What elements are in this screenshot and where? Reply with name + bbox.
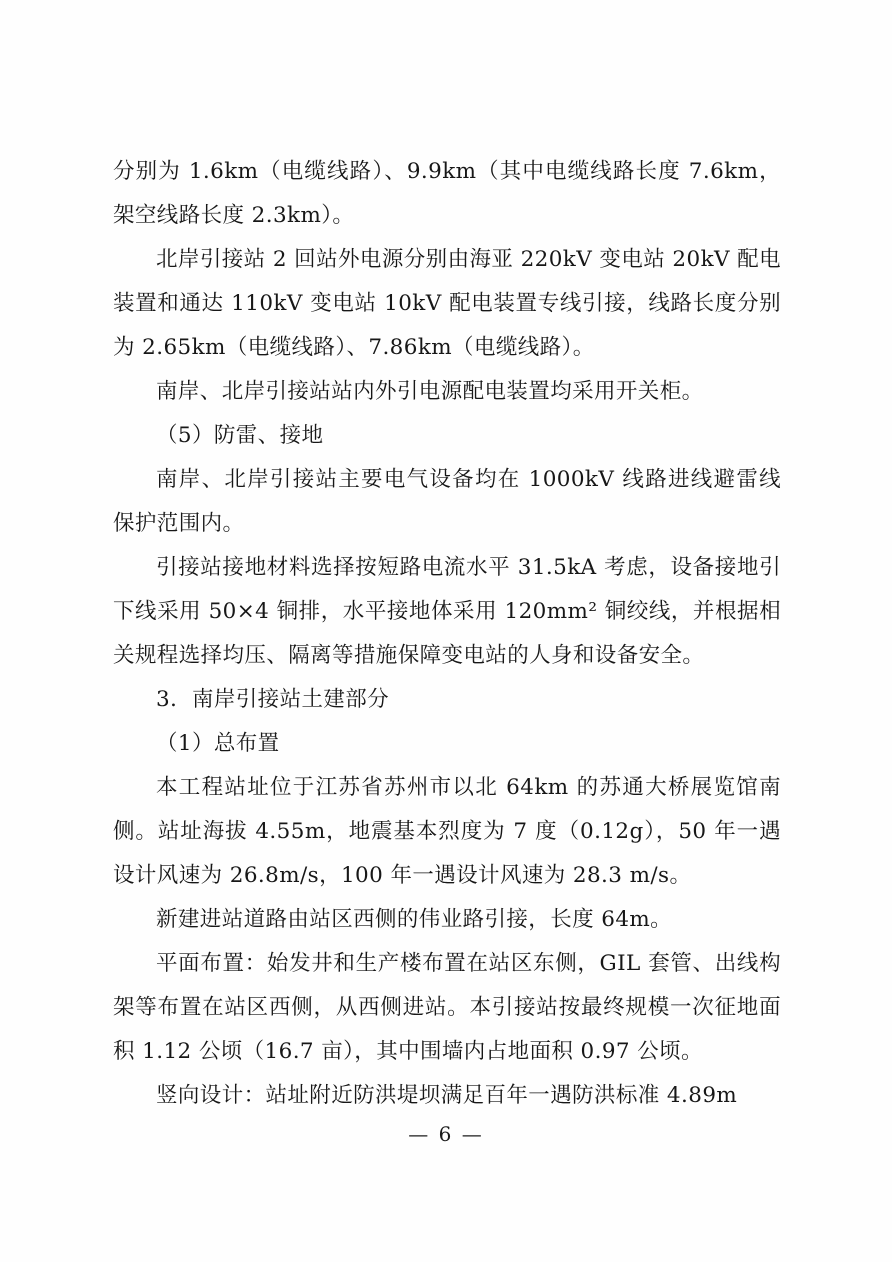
paragraph: 3．南岸引接站土建部分 [156, 687, 390, 712]
paragraph: 引接站接地材料选择按短路电流水平 31.5kA 考虑，设备接地引下线采用 50×4 铜排，水平接地体采用 120mm² 铜绞线，并根据相关规程选择均压、隔离等措施保障变电站的人身和设备安全。 [113, 555, 781, 668]
paragraph: 南岸、北岸引接站主要电气设备均在 1000kV 线路进线避雷线保护范围内。 [113, 467, 781, 536]
paragraph: （1）总布置 [156, 731, 280, 756]
paragraph: （5）防雷、接地 [156, 423, 324, 448]
document-body [113, 150, 781, 1118]
paragraph: 南岸、北岸引接站站内外引电源配电装置均采用开关柜。 [156, 379, 704, 404]
paragraph: 新建进站道路由站区西侧的伟业路引接，长度 64m。 [156, 907, 673, 932]
page-footer [0, 1122, 892, 1146]
paragraph: 本工程站址位于江苏省苏州市以北 64km 的苏通大桥展览馆南侧。站址海拔 4.55m，地震基本烈度为 7 度（0.12g），50 年一遇设计风速为 26.8m/s，100 年一遇设计风速为 28.3 m/s。 [113, 775, 781, 888]
paragraph: 北岸引接站 2 回站外电源分别由海亚 220kV 变电站 20kV 配电装置和通达 110kV 变电站 10kV 配电装置专线引接，线路长度分别为 2.65km（电缆线路）、7.86km（电缆线路）。 [113, 247, 781, 360]
page-number: — 6 — [408, 1122, 484, 1146]
paragraph: 竖向设计：站址附近防洪堤坝满足百年一遇防洪标准 4.89m [156, 1083, 738, 1108]
paragraph: 分别为 1.6km（电缆线路）、9.9km（其中电缆线路长度 7.6km，架空线路长度 2.3km）。 [113, 159, 781, 228]
paragraph: 平面布置：始发井和生产楼布置在站区东侧，GIL 套管、出线构架等布置在站区西侧，从西侧进站。本引接站按最终规模一次征地面积 1.12 公顷（16.7 亩），其中围墙内占地面积 0.97 公顷。 [113, 951, 781, 1064]
